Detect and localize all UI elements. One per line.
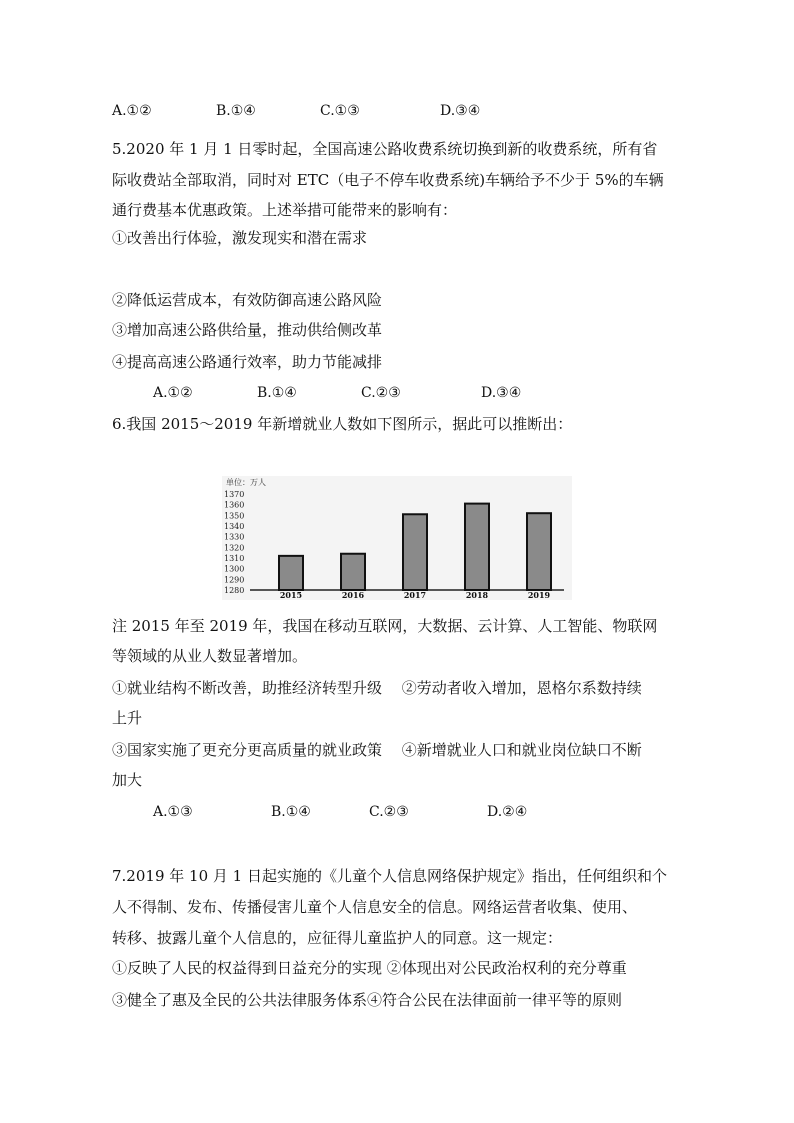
q4-option-b[interactable]: B.①④: [216, 103, 256, 119]
q7-stem-line-3: 转移、披露儿童个人信息的，应征得儿童监护人的同意。这一规定：: [112, 929, 563, 947]
chart-background: [222, 476, 572, 600]
y-tick-label: 1280: [224, 586, 245, 595]
q5-option-d[interactable]: D.③④: [481, 385, 522, 401]
y-tick-label: 1340: [224, 522, 245, 531]
q6-option-a[interactable]: A.①③: [153, 804, 193, 820]
q5-option-c[interactable]: C.②③: [361, 385, 401, 401]
y-tick-label: 1310: [224, 554, 245, 563]
employment-bar-chart: [222, 476, 572, 600]
x-tick-label: 2018: [465, 590, 489, 600]
q5-option-a[interactable]: A.①②: [153, 385, 193, 401]
q6-option-c[interactable]: C.②③: [369, 804, 409, 820]
q7-item-line-1: ①反映了人民的权益得到日益充分的实现 ②体现出对公民政治权利的充分尊重: [112, 959, 627, 977]
q6-item-line-2: 上升: [112, 709, 143, 727]
q6-note-line-1: 注 2015 年至 2019 年，我国在移动互联网，大数据、云计算、人工智能、物联网: [112, 617, 658, 635]
q6-option-d[interactable]: D.②④: [487, 804, 528, 820]
y-tick-label: 1290: [224, 575, 245, 585]
bar-2017: [403, 514, 427, 590]
q5-item-3: ③增加高速公路供给量，推动供给侧改革: [112, 321, 383, 339]
bar-2019: [527, 513, 551, 590]
bar-2015: [279, 556, 303, 590]
y-tick-label: 1300: [224, 564, 245, 574]
chart-unit-label: 单位：万人: [226, 478, 266, 487]
q5-item-2: ②降低运营成本，有效防御高速公路风险: [112, 291, 383, 309]
q7-item-line-2: ③健全了惠及全民的公共法律服务体系④符合公民在法律面前一律平等的原则: [112, 991, 623, 1009]
y-tick-label: 1320: [224, 543, 245, 553]
q7-stem-line-2: 人不得制、发布、传播侵害儿童个人信息安全的信息。网络运营者收集、使用、: [112, 898, 638, 916]
x-tick-label: 2017: [403, 590, 427, 600]
x-tick-label: 2016: [341, 590, 365, 600]
q4-option-d[interactable]: D.③④: [440, 103, 481, 119]
q5-item-4: ④提高高速公路通行效率，助力节能减排: [112, 353, 383, 371]
q4-option-c[interactable]: C.①③: [320, 103, 360, 119]
q5-stem-line-1: 5.2020 年 1 月 1 日零时起，全国高速公路收费系统切换到新的收费系统，所有省: [112, 140, 658, 158]
q6-item-line-4: 加大: [112, 771, 143, 789]
q7-stem-line-1: 7.2019 年 10 月 1 日起实施的《儿童个人信息网络保护规定》指出，任何组织和个: [112, 867, 667, 885]
bar-2016: [341, 554, 365, 590]
y-tick-label: 1360: [224, 500, 245, 510]
q6-item-line-1: ①就业结构不断改善，助推经济转型升级 ②劳动者收入增加，恩格尔系数持续: [112, 679, 642, 697]
y-tick-label: 1350: [224, 511, 245, 521]
q6-note-line-2: 等领域的从业人数显著增加。: [112, 647, 308, 665]
bar-2018: [465, 504, 489, 590]
q5-item-1: ①改善出行体验，激发现实和潜在需求: [112, 229, 368, 247]
q5-stem-line-2: 际收费站全部取消，同时对 ETC（电子不停车收费系统)车辆给予不少于 5%的车辆: [112, 171, 664, 189]
q5-option-b[interactable]: B.①④: [257, 385, 297, 401]
q6-option-b[interactable]: B.①④: [271, 804, 311, 820]
q5-stem-line-3: 通行费基本优惠政策。上述举措可能带来的影响有：: [112, 201, 458, 219]
y-tick-label: 1370: [224, 490, 245, 499]
q6-stem: 6.我国 2015～2019 年新增就业人数如下图所示，据此可以推断出：: [112, 415, 573, 433]
q6-item-line-3: ③国家实施了更充分更高质量的就业政策 ④新增就业人口和就业岗位缺口不断: [112, 741, 642, 759]
x-tick-label: 2019: [527, 590, 551, 600]
q4-option-a[interactable]: A.①②: [112, 103, 152, 119]
x-tick-label: 2015: [279, 590, 303, 600]
y-tick-label: 1330: [224, 532, 245, 542]
